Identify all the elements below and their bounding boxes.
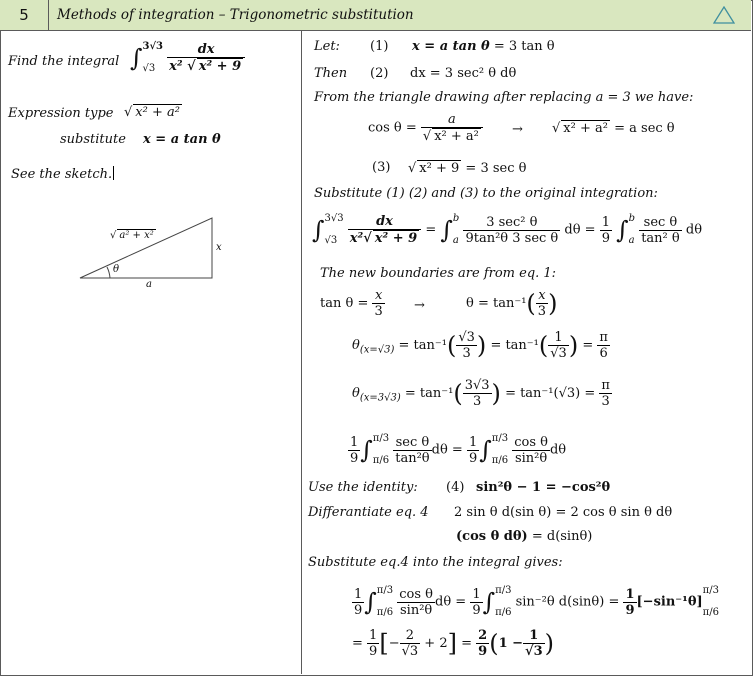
expression-type-value: √ x² + a²	[124, 105, 180, 120]
header-bar	[0, 0, 751, 31]
lower-bound-theta: $\theta_{(x=√3)} = \tan^{-1}$( $\frac{√3}{3}$ ) = tan⁻¹( $\frac{1}{√3}$ ) = $\frac{\pi}{6}$	[352, 330, 608, 361]
collapse-triangle-icon[interactable]	[713, 6, 735, 24]
find-integral-label: Find the integral	[8, 54, 120, 69]
differentiate-label: Differantiate eq. 4	[308, 505, 429, 520]
eq3-number: (3)	[372, 160, 391, 175]
theta-inverse: θ = tan⁻¹( $\frac{x}{3}$ )	[466, 288, 558, 319]
substitute-eq4-text: Substitute eq.4 into the integral gives:	[308, 555, 563, 570]
differentiate-equation: 2 sin θ d(sin θ) = 2 cos θ sin θ dθ	[454, 505, 673, 520]
tan-relation: tan θ = $\frac{x}{3}$	[320, 288, 383, 319]
opposite-label: x	[216, 242, 222, 253]
cos-dtheta-relation: (cos θ dθ) = d(sinθ)	[456, 529, 593, 544]
triangle-text: From the triangle drawing after replacing a = 3 we have:	[314, 90, 694, 105]
text-cursor	[113, 166, 114, 180]
integral-transform: ∫ 3√3 √3 $\frac{dx}{\text{x²√ x² + 9}}$ = ∫ b a $\frac{\text{3 sec² θ}}{\text{9tan²θ 3 sec θ}}$ dθ = $\frac{1}{9}$ ∫ b a $\frac{\text{sec θ}}{\text{tan² θ}}$ dθ	[312, 213, 703, 246]
column-divider	[301, 31, 302, 674]
expression-type-label: Expression type	[8, 106, 114, 121]
sketch-label: See the sketch.	[11, 167, 113, 182]
adjacent-label: a	[146, 279, 152, 290]
final-integral: $\frac{1}{9}$ ∫ π/3 π/6 $\frac{\text{cos θ}}{\text{sin²θ}}$ dθ = $\frac{1}{9}$ ∫ π/3 π/6 sin⁻²θ d(sinθ) = $\frac{1}{9}$ [−sin⁻¹θ] π/3 π/6	[354, 585, 719, 618]
arrow-2: →	[414, 298, 425, 313]
hypotenuse-label: √ a² + x²	[110, 230, 154, 241]
boundaries-text: The new boundaries are from eq. 1:	[320, 266, 557, 281]
substitute-label: substitute	[60, 132, 126, 147]
page-title: Methods of integration – Trigonometric substitution	[57, 7, 414, 23]
eq3: √ x² + 9 = 3 sec θ	[408, 161, 527, 176]
identity-equation: sin²θ − 1 = −cos²θ	[476, 480, 611, 495]
eq4-number: (4)	[446, 480, 465, 495]
eq2: dx = 3 sec² θ dθ	[410, 66, 517, 81]
eq1-number: (1)	[370, 39, 389, 54]
upper-bound-theta: $\theta_{(x=3√3)} = \tan^{-1}$( $\frac{3√3}{3}$ ) = tan⁻¹(√3) = $\frac{\pi}{3}$	[352, 378, 610, 409]
final-result: = $\frac{1}{9}$ [− $\frac{2}{√3}$ + 2] = $\frac{2}{9}$ (1 − $\frac{1}{√3}$ )	[352, 628, 554, 659]
substitute-value: x = a tan θ	[143, 132, 221, 147]
integral-rewrite: $\frac{1}{9}$ ∫ π/3 π/6 $\frac{\text{sec θ}}{\text{tan²θ}}$ dθ = $\frac{1}{9}$ ∫ π/3 π/6 $\frac{\text{cos θ}}{\text{sin²θ}}$ dθ	[350, 433, 567, 466]
eq1: x = a tan θ = 3 tan θ	[412, 39, 555, 54]
identity-label: Use the identity:	[308, 480, 418, 495]
angle-label: θ	[113, 264, 120, 275]
sec-relation: √ x² + a² = a sec θ	[552, 121, 675, 136]
cos-relation: cos θ = $\frac{a}{\text{√ x² + a²}}$	[368, 112, 483, 144]
substitute-text: Substitute (1) (2) and (3) to the original integration:	[314, 186, 658, 201]
original-integral: ∫ 3√3 √3 $\frac{dx}{\text{x² √ x² + 9}}$	[130, 36, 245, 80]
problem-number: 5	[0, 0, 49, 30]
arrow-1: →	[512, 122, 523, 137]
then-label: Then	[314, 66, 348, 81]
eq2-number: (2)	[370, 66, 389, 81]
let-label: Let:	[314, 39, 340, 54]
